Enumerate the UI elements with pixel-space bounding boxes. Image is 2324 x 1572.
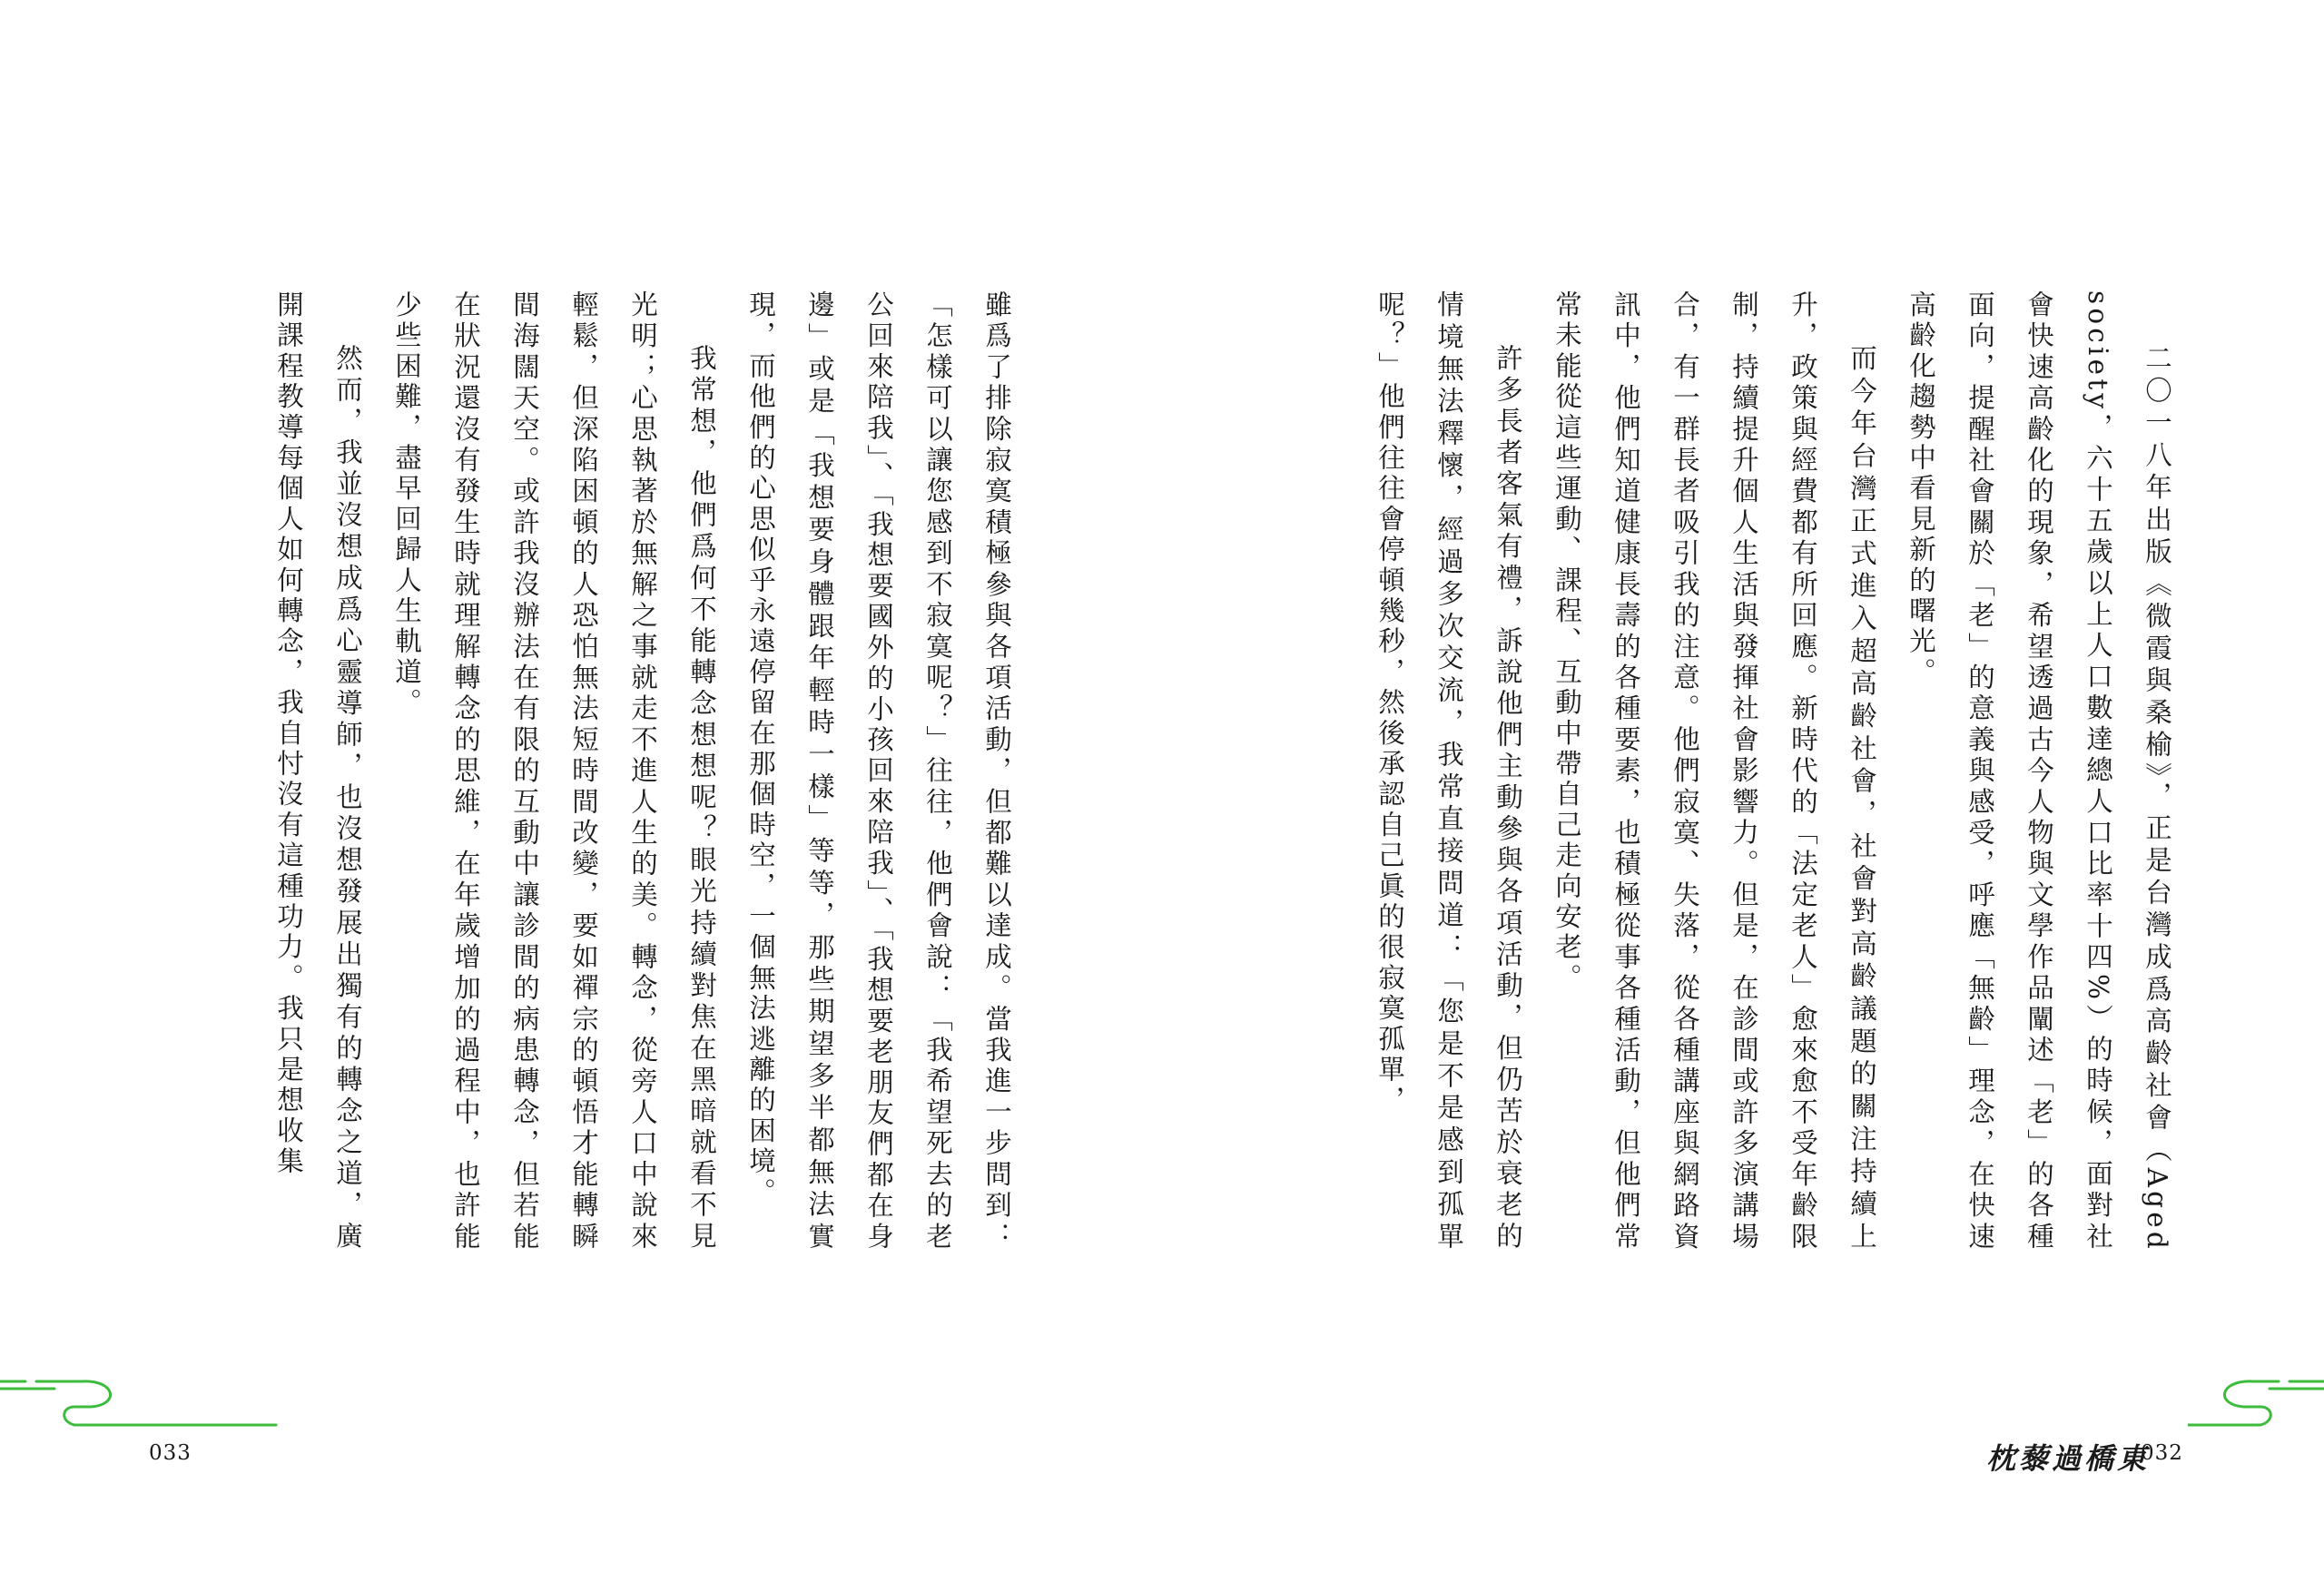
right-page	[1162, 0, 2324, 1572]
running-title: 枕藜過橋東	[1986, 1441, 2151, 1476]
body-paragraph: 二〇一八年出版《微霞與桑榆》，正是台灣成爲高齡社會（Aged society，六十五歲以上人口數達總人口比率十四%）的時候，面對社會快速高齡化的現象，希望透過古今人物與文學作品闡述「老」的各種面向，提醒社會關於「老」的意義與感受，呼應「無齡」理念，在快速高齡化趨勢中看見新的曙光。	[1905, 290, 2172, 1253]
page-number: 032	[2141, 1441, 2183, 1465]
corner-ornament-icon	[2188, 1352, 2324, 1434]
body-paragraph: 然而，我並沒想成爲心靈導師，也沒想發展出獨有的轉念之道，廣開課程教導每個人如何轉念，我自忖沒有這種功力。我只是想收集	[273, 290, 363, 1253]
corner-ornament-icon	[0, 1352, 281, 1434]
body-paragraph: 而今年台灣正式進入超高齡社會，社會對高齡議題的關注持續上升，政策與經費都有所回應。新時代的「法定老人」愈來愈不受年齡限制，持續提升個人生活與發揮社會影響力。但是，在診間或許多演講場合，有一群長者吸引我的注意。他們寂寞、失落，從各種講座與網路資訊中，他們知道健康長壽的各種要素，也積極從事各種活動，但他們常常未能從這些運動、課程、互動中帶自己走向安老。	[1551, 290, 1877, 1253]
left-page-body	[259, 290, 1026, 1253]
page-number: 033	[149, 1441, 192, 1465]
body-paragraph: 許多長者客氣有禮，訴說他們主動參與各項活動，但仍苦於衰老的情境無法釋懷，經過多次交流，我常直接問道：「您是不是感到孤單呢？」他們往往會停頓幾秒，然後承認自己眞的很寂寞孤單，	[1374, 290, 1523, 1253]
body-paragraph: 雖爲了排除寂寞積極參與各項活動，但都難以達成。當我進一步問到：「怎樣可以讓您感到不寂寞呢？」往往，他們會說：「我希望死去的老公回來陪我」、「我想要國外的小孩回來陪我」、「我想要老朋友們都在身邊」或是「我想要身體跟年輕時一樣」等等，那些期望多半都無法實現，而他們的心思似乎永遠停留在那個時空，一個無法逃離的困境。	[745, 290, 1012, 1253]
right-page-body	[1360, 290, 2186, 1253]
body-paragraph: 我常想，他們爲何不能轉念想想呢？眼光持續對焦在黑暗就看不見光明；心思執著於無解之事就走不進人生的美。轉念，從旁人口中說來輕鬆，但深陷困頓的人恐怕無法短時間改變，要如禪宗的頓悟才能轉瞬間海闊天空。或許我沒辦法在有限的互動中讓診間的病患轉念，但若能在狀況還沒有發生時就理解轉念的思維，在年歲增加的過程中，也許能少些困難，盡早回歸人生軌道。	[391, 290, 717, 1253]
